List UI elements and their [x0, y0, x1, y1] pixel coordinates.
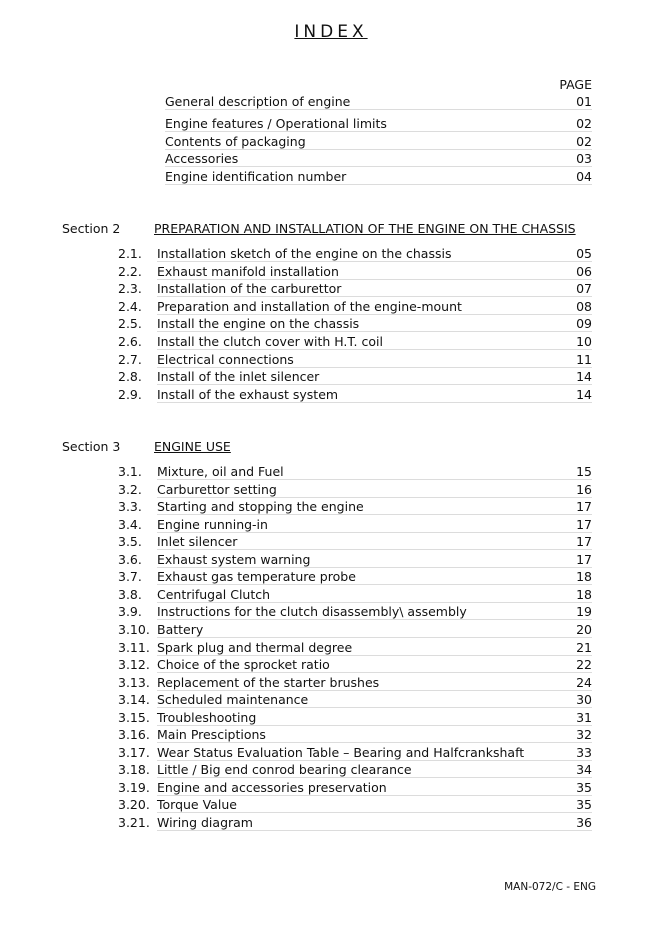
entry-title: Starting and stopping the engine — [157, 499, 364, 515]
toc-entry — [157, 779, 592, 796]
toc-entry — [157, 726, 592, 743]
entry-title: Accessories — [165, 151, 239, 166]
toc-entry — [157, 656, 592, 673]
entry-page-number: 35 — [576, 797, 592, 813]
entry-number: 3.17. — [118, 744, 150, 760]
entry-page-number: 15 — [576, 464, 592, 479]
entry-number: 3.4. — [118, 516, 142, 532]
entry-title: Centrifugal Clutch — [157, 586, 271, 602]
entry-page-number: 10 — [576, 334, 592, 349]
entry-number: 3.3. — [118, 499, 142, 515]
entry-page-number: 11 — [576, 351, 592, 367]
entry-title: Scheduled maintenance — [157, 692, 309, 708]
toc-entry — [157, 603, 592, 620]
toc-entry — [165, 133, 592, 150]
toc-entry — [157, 245, 592, 262]
entry-page-number: 18 — [576, 586, 592, 602]
toc-entry — [157, 691, 592, 708]
entry-title: Inlet silencer — [157, 534, 238, 550]
entry-title: Install of the exhaust system — [157, 386, 339, 402]
toc-entry — [157, 351, 592, 368]
entry-title: Mixture, oil and Fuel — [157, 464, 284, 479]
entry-page-number: 08 — [576, 298, 592, 314]
entry-title: Engine identification number — [165, 169, 347, 184]
entry-number: 3.14. — [118, 692, 150, 708]
entry-number: 3.9. — [118, 604, 142, 620]
entry-number: 3.21. — [118, 815, 150, 830]
document-footer: MAN-072/C - ENG — [504, 881, 596, 893]
entry-number: 2.4. — [118, 298, 142, 314]
entry-title: Replacement of the starter brushes — [157, 674, 380, 690]
entry-page-number: 30 — [576, 692, 592, 708]
entry-title: Engine and accessories preservation — [157, 779, 387, 795]
entry-page-number: 09 — [576, 316, 592, 332]
entry-number: 2.7. — [118, 351, 142, 367]
page-column-header: PAGE — [559, 77, 592, 92]
entry-number: 3.1. — [118, 464, 142, 479]
entry-title: Install the clutch cover with H.T. coil — [157, 334, 383, 349]
toc-entry — [157, 516, 592, 533]
entry-page-number: 14 — [576, 369, 592, 385]
toc-entry — [157, 551, 592, 568]
entry-page-number: 24 — [576, 674, 592, 690]
toc-entry — [157, 621, 592, 638]
toc-entry — [157, 709, 592, 726]
entry-page-number: 01 — [576, 94, 592, 109]
entry-page-number: 17 — [576, 516, 592, 532]
section-2-title: PREPARATION AND INSTALLATION OF THE ENGINE ON THE CHASSIS — [154, 221, 576, 236]
entry-number: 2.3. — [118, 281, 142, 297]
entry-title: General description of engine — [165, 94, 351, 109]
entry-page-number: 18 — [576, 569, 592, 585]
entry-title: Exhaust manifold installation — [157, 263, 339, 279]
entry-title: Engine features / Operational limits — [165, 116, 387, 131]
entry-number: 2.1. — [118, 246, 142, 261]
entry-page-number: 02 — [576, 116, 592, 131]
entry-number: 3.11. — [118, 639, 150, 655]
entry-number: 2.8. — [118, 369, 142, 385]
entry-title: Engine running-in — [157, 516, 268, 532]
toc-entry — [157, 386, 592, 403]
toc-entry — [157, 639, 592, 656]
entry-number: 3.10. — [118, 621, 150, 637]
entry-title: Little / Big end conrod bearing clearance — [157, 762, 412, 778]
entry-page-number: 32 — [576, 727, 592, 743]
entry-title: Installation sketch of the engine on the chassis — [157, 246, 452, 261]
entry-title: Install the engine on the chassis — [157, 316, 360, 332]
toc-entry — [157, 796, 592, 813]
entry-page-number: 17 — [576, 551, 592, 567]
entry-page-number: 07 — [576, 281, 592, 297]
toc-entry — [157, 814, 592, 831]
entry-number: 3.6. — [118, 551, 142, 567]
entry-number: 2.2. — [118, 263, 142, 279]
toc-entry — [157, 586, 592, 603]
entry-page-number: 22 — [576, 657, 592, 673]
toc-entry — [157, 315, 592, 332]
toc-entry — [157, 498, 592, 515]
entry-number: 2.6. — [118, 334, 142, 349]
entry-title: Install of the inlet silencer — [157, 369, 320, 385]
entry-number: 3.8. — [118, 586, 142, 602]
entry-page-number: 36 — [576, 815, 592, 830]
entry-title: Wiring diagram — [157, 815, 253, 830]
entry-page-number: 17 — [576, 534, 592, 550]
entry-page-number: 17 — [576, 499, 592, 515]
entry-number: 3.13. — [118, 674, 150, 690]
entry-title: Preparation and installation of the engine-mount — [157, 298, 462, 314]
entry-page-number: 31 — [576, 709, 592, 725]
entry-page-number: 20 — [576, 621, 592, 637]
entry-number: 3.16. — [118, 727, 150, 743]
entry-number: 3.2. — [118, 481, 142, 497]
entry-number: 2.5. — [118, 316, 142, 332]
entry-title: Choice of the sprocket ratio — [157, 657, 330, 673]
entry-title: Installation of the carburettor — [157, 281, 342, 297]
entry-title: Torque Value — [157, 797, 237, 813]
entry-number: 3.15. — [118, 709, 150, 725]
section-2-label: Section 2 — [62, 221, 121, 236]
entry-title: Electrical connections — [157, 351, 294, 367]
toc-entry — [157, 481, 592, 498]
entry-page-number: 16 — [576, 481, 592, 497]
toc-entry — [157, 280, 592, 297]
entry-page-number: 14 — [576, 386, 592, 402]
toc-entry — [157, 761, 592, 778]
page-title: INDEX — [294, 22, 368, 42]
entry-number: 3.7. — [118, 569, 142, 585]
entry-title: Exhaust gas temperature probe — [157, 569, 356, 585]
entry-number: 2.9. — [118, 386, 142, 402]
entry-number: 3.18. — [118, 762, 150, 778]
section-3-label: Section 3 — [62, 439, 121, 454]
entry-number: 3.20. — [118, 797, 150, 813]
toc-entry — [157, 263, 592, 280]
toc-entry — [157, 463, 592, 480]
entry-title: Spark plug and thermal degree — [157, 639, 353, 655]
entry-title: Exhaust system warning — [157, 551, 311, 567]
entry-page-number: 34 — [576, 762, 592, 778]
entry-page-number: 35 — [576, 779, 592, 795]
toc-entry — [157, 674, 592, 691]
entry-title: Wear Status Evaluation Table – Bearing and Halfcrankshaft — [157, 744, 525, 760]
entry-page-number: 21 — [576, 639, 592, 655]
entry-number: 3.12. — [118, 657, 150, 673]
entry-page-number: 04 — [576, 169, 592, 184]
entry-page-number: 05 — [576, 246, 592, 261]
entry-title: Contents of packaging — [165, 134, 306, 149]
toc-entry — [165, 150, 592, 167]
entry-page-number: 02 — [576, 134, 592, 149]
entry-page-number: 03 — [576, 151, 592, 166]
entry-title: Instructions for the clutch disassembly\ assembly — [157, 604, 467, 620]
section-3-title: ENGINE USE — [154, 439, 231, 454]
entry-page-number: 19 — [576, 604, 592, 620]
entry-title: Battery — [157, 621, 204, 637]
entry-number: 3.5. — [118, 534, 142, 550]
entry-title: Main Presciptions — [157, 727, 266, 743]
toc-entry — [157, 333, 592, 350]
toc-entry — [157, 533, 592, 550]
toc-entry — [157, 744, 592, 761]
entry-title: Troubleshooting — [157, 709, 257, 725]
toc-entry — [157, 568, 592, 585]
entry-title: Carburettor setting — [157, 481, 277, 497]
entry-page-number: 33 — [576, 744, 592, 760]
toc-entry — [157, 298, 592, 315]
toc-entry — [165, 115, 592, 132]
entry-page-number: 06 — [576, 263, 592, 279]
toc-entry — [157, 368, 592, 385]
entry-number: 3.19. — [118, 779, 150, 795]
toc-entry — [165, 168, 592, 185]
toc-entry — [165, 93, 592, 110]
